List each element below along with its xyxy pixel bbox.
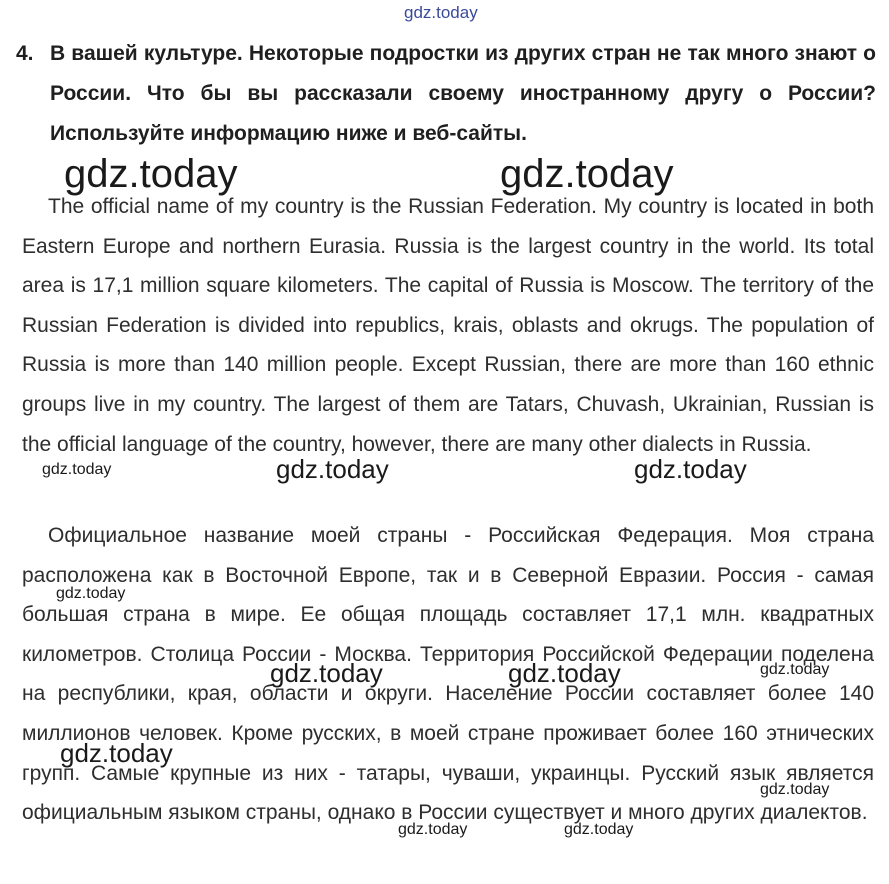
watermark-medium: gdz.today	[60, 738, 173, 768]
watermark-small: gdz.today	[760, 661, 830, 678]
watermark-medium: gdz.today	[270, 658, 383, 688]
watermark-small: gdz.today	[42, 461, 112, 478]
task-text: В вашей культуре. Некоторые подростки из других стран не так много знают о России. Что бы вы рассказали своему иностранному другу о России? Используйте информацию ниже и веб-сайты.	[50, 42, 876, 145]
english-paragraph	[22, 187, 874, 464]
watermark-small: gdz.today	[564, 821, 634, 838]
task-number: 4.	[16, 42, 34, 65]
watermark-small: gdz.today	[760, 781, 830, 798]
russian-text: Официальное название моей страны - Российская Федерация. Моя страна расположена как в Восточной Европе, так и в Северной Евразии. Россия - самая большая страна в мире. Ее общая площадь составляет 17,1 млн. квадратных километров. Столица России - Москва. Территория Российской Федерации поделена на республики, края, области и округи. Население России составляет более 140 миллионов человек. Кроме русских, в моей стране проживает более 160 этнических групп. Самые крупные из них - татары, чуваши, украинцы. Русский язык является официальным языком страны, однако в России существует и много других диалектов.	[22, 524, 874, 825]
watermark-large-left: gdz.today	[64, 152, 238, 196]
watermark-small: gdz.today	[56, 585, 126, 602]
watermark-medium: gdz.today	[634, 454, 747, 484]
watermark-small: gdz.today	[398, 821, 468, 838]
watermark-medium: gdz.today	[508, 658, 621, 688]
watermark-top: gdz.today	[404, 3, 478, 22]
watermark-large-right: gdz.today	[500, 152, 674, 196]
russian-paragraph	[22, 516, 874, 833]
english-text: The official name of my country is the Russian Federation. My country is located in both Eastern Europe and northern Eurasia. Russia is the largest country in the world. Its total area is 17,1 million square kilometers. The capital of Russia is Moscow. The territory of the Russian Federation is divided into republics, krais, oblasts and okrugs. The population of Russia is more than 140 million people. Except Russian, there are more than 160 ethnic groups live in my country. The largest of them are Tatars, Chuvash, Ukrainian, Russian is the official language of the country, however, there are many other dialects in Russia.	[22, 195, 874, 456]
watermark-medium: gdz.today	[276, 454, 389, 484]
task-instruction	[16, 34, 876, 154]
